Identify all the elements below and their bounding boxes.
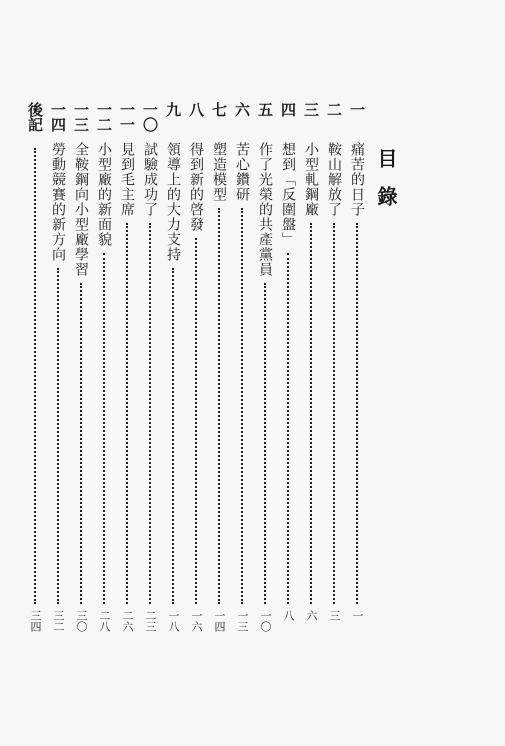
page-number: 三 [328,610,341,621]
dot-leader [57,268,59,604]
chapter-number: 四 [279,102,297,117]
chapter-number: 一〇 [141,102,159,132]
chapter-title: 作了光榮的共產黨員 [257,142,273,277]
chapter-number: 九 [164,102,182,117]
chapter-title: 領導上的大力支持 [165,142,181,262]
dot-leader [80,283,82,604]
page-number: 三〇 [75,610,88,632]
toc-entry-5[interactable] [257,102,273,638]
page-number: 一三 [236,610,249,632]
dot-leader [149,223,151,604]
dot-leader [172,268,174,604]
page-number: 一八 [167,610,180,632]
chapter-number: 七 [210,102,228,117]
page-number: 一四 [213,610,226,632]
chapter-number: 八 [187,102,205,117]
page-number: 八 [282,610,295,621]
dot-leader [103,253,105,604]
dot-leader [287,253,289,604]
toc-entry-10[interactable] [142,102,158,638]
dot-leader [310,223,312,604]
afterword-label: 後記 [26,102,44,132]
toc-entry-15[interactable] [27,102,43,638]
chapter-number: 五 [256,102,274,117]
chapter-title: 小型軋鋼廠 [303,142,319,217]
chapter-title: 鞍山解放了 [326,142,342,217]
page-number: 二三 [144,610,157,632]
chapter-title: 小型廠的新面貌 [96,142,112,247]
page-number: 二六 [121,610,134,632]
toc-entry-12[interactable] [96,102,112,638]
page-number: 二八 [98,610,111,632]
toc-entry-1[interactable] [349,102,365,638]
toc-entry-4[interactable] [280,102,296,638]
page-number: 三二 [52,610,65,632]
toc-entry-3[interactable] [303,102,319,638]
chapter-number: 六 [233,102,251,117]
chapter-number: 一二 [95,102,113,132]
page-number: 六 [305,610,318,621]
dot-leader [218,208,220,604]
toc-entry-13[interactable] [73,102,89,638]
toc-entry-9[interactable] [165,102,181,638]
page-number: 一〇 [259,610,272,632]
dot-leader [241,208,243,604]
page-number: 一六 [190,610,203,632]
chapter-number: 一四 [49,102,67,132]
chapter-title: 得到新的啓發 [188,142,204,232]
toc-entry-8[interactable] [188,102,204,638]
toc-entry-2[interactable] [326,102,342,638]
toc-entry-6[interactable] [234,102,250,638]
chapter-number: 一三 [72,102,90,132]
chapter-title: 塑造模型 [211,142,227,202]
chapter-title: 全鞍鋼向小型廠學習 [73,142,89,277]
toc-heading: 目錄 [374,148,398,224]
chapter-title: 勞動競賽的新方向 [50,142,66,262]
dot-leader [34,148,36,604]
toc-entry-7[interactable] [211,102,227,638]
chapter-number: 一 [348,102,366,117]
page-number: 一 [351,610,364,621]
toc-entry-11[interactable] [119,102,135,638]
toc-list [27,102,365,638]
toc-entry-14[interactable] [50,102,66,638]
dot-leader [126,223,128,604]
chapter-title: 試驗成功了 [142,142,158,217]
chapter-title: 痛苦的日子 [349,142,365,217]
chapter-number: 三 [302,102,320,117]
dot-leader [356,223,358,604]
chapter-title: 苦心鑽研 [234,142,250,202]
dot-leader [195,238,197,604]
chapter-title: 想到「反圍盤」 [280,142,296,247]
dot-leader [264,283,266,604]
dot-leader [333,223,335,604]
page-number: 三四 [29,610,42,632]
chapter-number: 二 [325,102,343,117]
chapter-number: 一一 [118,102,136,132]
chapter-title: 見到毛主席 [119,142,135,217]
